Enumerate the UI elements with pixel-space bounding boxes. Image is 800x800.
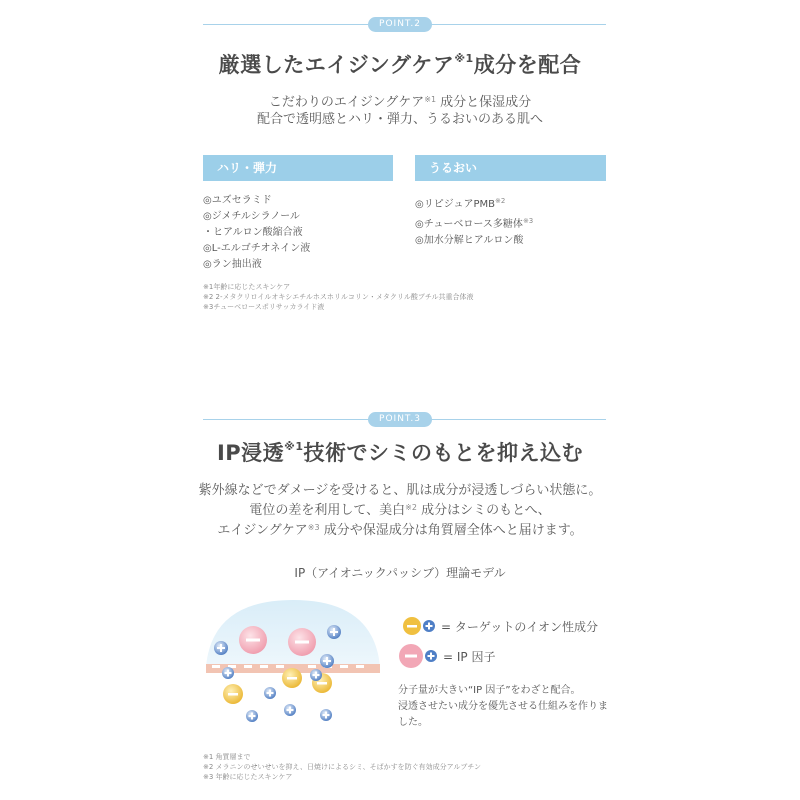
plus-ion (284, 704, 296, 716)
footnote: ※3 年齢に応じたスキンケア (203, 773, 293, 781)
ip-factor-ion (239, 626, 267, 654)
plus-ion (214, 641, 228, 655)
plus-ion (320, 654, 334, 668)
target-ion (223, 684, 243, 704)
ip-model-illustration (198, 592, 388, 732)
footnote: ※1 角質層まで (203, 753, 251, 761)
list-item: ◎L-エルゴチオネイン液 (203, 243, 311, 254)
band-moisture: うるおい (415, 155, 606, 181)
ip-factor-icon (397, 642, 441, 670)
moisture-ingredient-list (415, 193, 533, 249)
legend-target-ion: = ターゲットのイオン性成分 (401, 615, 598, 637)
list-item: ・ヒアルロン酸縮合液 (203, 227, 303, 238)
target-ion (282, 668, 302, 688)
list-item: ◎加水分解ヒアルロン酸 (415, 235, 524, 246)
point2-badge: POINT.2 (368, 17, 432, 32)
plus-ion (310, 669, 322, 681)
point2-title: 厳選したエイジングケア$^{※1}$成分を配合 (218, 52, 582, 77)
model-title: IP（アイオニックパッシブ）理論モデル (294, 566, 506, 580)
list-item: ◎チューベロース多糖体$^{※3}$ (415, 217, 534, 230)
point3-badge: POINT.3 (368, 412, 432, 427)
list-item: ◎リピジュアPMB$^{※2}$ (415, 197, 506, 210)
point3-lead: 紫外線などでダメージを受けると、肌は成分が浸透しづらい状態に。 電位の差を利用して、美白$^{※2}$ 成分はシミのもとへ、 エイジングケア$^{※3}$ 成分や保湿成分は角質層全体へと届けます。 (198, 483, 602, 538)
footnote: ※2 メラニンのせいせいを抑え、日焼けによるシミ、そばかすを防ぐ有効成分アルブチン (203, 763, 482, 771)
list-item: ◎ユズセラミド (203, 195, 272, 206)
ip-factor-ion (288, 628, 316, 656)
ip-factor-description: 分子量が大きい“IP 因子”をわざと配合。 浸透させたい成分を優先させる仕組みを作りました。 (398, 685, 608, 728)
firmness-ingredient-list (203, 193, 310, 273)
footnote: ※2 2-メタクリロイルオキシエチルホスホリルコリン・メタクリル酸ブチル共重合体液 (203, 293, 474, 301)
point3-footnotes (203, 752, 481, 782)
plus-ion (246, 710, 258, 722)
list-item: ◎ジメチルシラノール (203, 211, 300, 222)
plus-ion (327, 625, 341, 639)
footnote: ※3チューベロースポリサッカライド液 (203, 303, 325, 311)
target-ion-icon (401, 615, 439, 637)
list-item: ◎ラン抽出液 (203, 259, 262, 270)
plus-ion (222, 667, 234, 679)
band-firmness: ハリ・弾力 (203, 155, 393, 181)
plus-ion (320, 709, 332, 721)
point3-title: IP浸透$^{※1}$技術でシミのもとを抑え込む (216, 440, 584, 465)
plus-ion (264, 687, 276, 699)
point2-lead: こだわりのエイジングケア$^{※1}$ 成分と保湿成分 配合で透明感とハリ・弾力、うるおいのある肌へ (256, 95, 543, 127)
legend-ip-factor: = IP 因子 (397, 642, 495, 670)
footnote: ※1年齢に応じたスキンケア (203, 283, 291, 291)
point2-footnotes (203, 282, 474, 312)
